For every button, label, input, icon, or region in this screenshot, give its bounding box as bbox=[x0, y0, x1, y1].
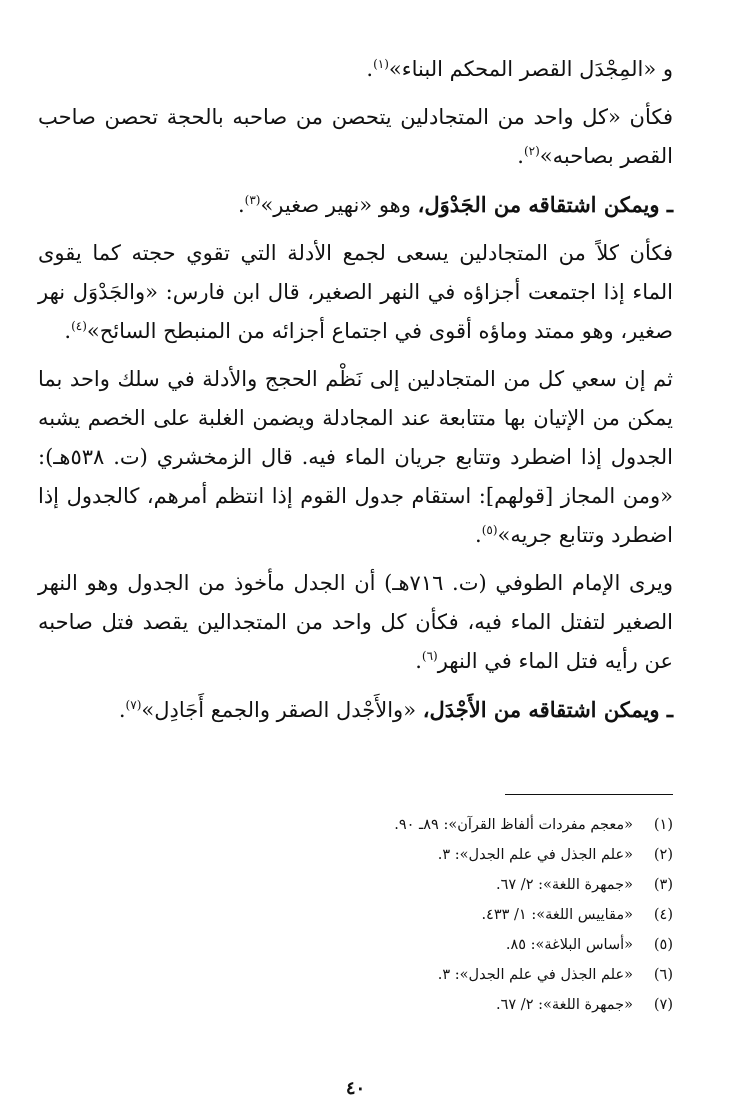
main-text bbox=[38, 50, 673, 730]
page-number: ٤٠ bbox=[345, 1078, 366, 1099]
footnote-text: «جمهرة اللغة»: ٢/ ٦٧. bbox=[496, 877, 633, 893]
paragraph-end: . bbox=[475, 523, 482, 547]
paragraph-1 bbox=[38, 50, 673, 89]
footnote-item bbox=[38, 990, 673, 1020]
paragraph-end: . bbox=[415, 649, 422, 673]
footnote-ref: (٥) bbox=[481, 523, 498, 537]
paragraph-end: . bbox=[237, 193, 245, 217]
paragraph-6 bbox=[38, 564, 673, 681]
footnote-item bbox=[38, 810, 673, 840]
footnote-ref: (١) bbox=[373, 57, 389, 71]
paragraph-end: . bbox=[366, 57, 374, 81]
footnote-ref: (٤) bbox=[71, 319, 87, 333]
footnote-divider bbox=[505, 794, 673, 795]
paragraph-7 bbox=[38, 690, 673, 730]
paragraph-text: فكأن «كل واحد من المتجادلين يتحصن من صاحبه بالحجة تحصن صاحب القصر بصاحبه» bbox=[38, 105, 673, 168]
footnote-text: «مقاييس اللغة»: ١/ ٤٣٣. bbox=[481, 907, 633, 923]
footnote-ref: (٣) bbox=[244, 193, 261, 207]
footnote-item bbox=[38, 930, 673, 960]
footnote-number: (١) bbox=[653, 817, 673, 833]
paragraph-text: ثم إن سعي كل من المتجادلين إلى نَظْم الحجج والأدلة في سلك واحد بما يمكن من الإتيان بها متتابعة عند المجادلة ويضمن الغلبة على الخصم يشبه الجدول إذا اضطرد وتتابع جريان الماء فيه. قال الزمخشري (ت. ٥٣٨هـ): «ومن المجاز [قولهم]: استقام جدول القوم إذا انتظم أمرهم، كالجدول إذا اضطرد وتتابع جريه» bbox=[38, 367, 673, 547]
footnote-number: (٦) bbox=[653, 967, 673, 983]
footnote-item bbox=[38, 960, 673, 990]
paragraph-end: . bbox=[118, 698, 126, 722]
paragraph-3 bbox=[38, 185, 673, 225]
footnote-item bbox=[38, 900, 673, 930]
footnote-number: (٣) bbox=[653, 877, 673, 893]
paragraph-text: فكأن كلاً من المتجادلين يسعى لجمع الأدلة التي تقوي حجته كما يقوى الماء إذا اجتمعت أجزاؤه في النهر الصغير، قال ابن فارس: «والجَدْوَل نهر صغير، وهو ممتد وماؤه أقوى في اجتماع أجزائه من المنبطح السائح» bbox=[38, 241, 674, 343]
paragraph-4 bbox=[38, 234, 673, 351]
paragraph-lead: ـ ويمكن اشتقاقه من الأَجْدَل، bbox=[422, 697, 673, 722]
paragraph-text: «والأَجْدل الصقر والجمع أَجَادِل» bbox=[141, 698, 423, 722]
footnote-item bbox=[38, 840, 673, 870]
footnote-ref: (٧) bbox=[125, 698, 142, 712]
footnote-item bbox=[38, 870, 673, 900]
page bbox=[38, 50, 673, 1105]
footnote-text: «معجم مفردات ألفاظ القرآن»: ٨٩ـ ٩٠. bbox=[394, 817, 633, 833]
paragraph-text: و «المِجْدَل القصر المحكم البناء» bbox=[388, 57, 673, 81]
footnote-number: (٥) bbox=[653, 937, 673, 953]
footnote-number: (٤) bbox=[653, 907, 673, 923]
paragraph-lead: ـ ويمكن اشتقاقه من الجَدْوَل، bbox=[417, 192, 673, 217]
footnote-ref: (٢) bbox=[523, 144, 540, 158]
paragraph-text: وهو «نهير صغير» bbox=[260, 193, 418, 217]
paragraph-5 bbox=[38, 360, 673, 555]
footnote-text: «علم الجذل في علم الجدل»: ٣. bbox=[437, 847, 633, 863]
footnote-text: «أساس البلاغة»: ٨٥. bbox=[505, 937, 633, 953]
footnote-ref: (٦) bbox=[421, 649, 438, 663]
footnote-number: (٢) bbox=[653, 847, 673, 863]
paragraph-end: . bbox=[64, 319, 72, 343]
footnote-text: «جمهرة اللغة»: ٢/ ٦٧. bbox=[496, 997, 633, 1013]
paragraph-2 bbox=[38, 98, 673, 176]
footnote-number: (٧) bbox=[653, 997, 673, 1013]
footnotes bbox=[38, 810, 673, 1020]
paragraph-end: . bbox=[517, 144, 524, 168]
paragraph-text: ويرى الإمام الطوفي (ت. ٧١٦هـ) أن الجدل مأخوذ من الجدول وهو النهر الصغير لتفتل الماء فيه، فكأن كل واحد من المتجدالين يقصد فتل صاحبه عن رأيه فتل الماء في النهر bbox=[38, 571, 673, 673]
footnote-text: «علم الجذل في علم الجدل»: ٣. bbox=[437, 967, 633, 983]
